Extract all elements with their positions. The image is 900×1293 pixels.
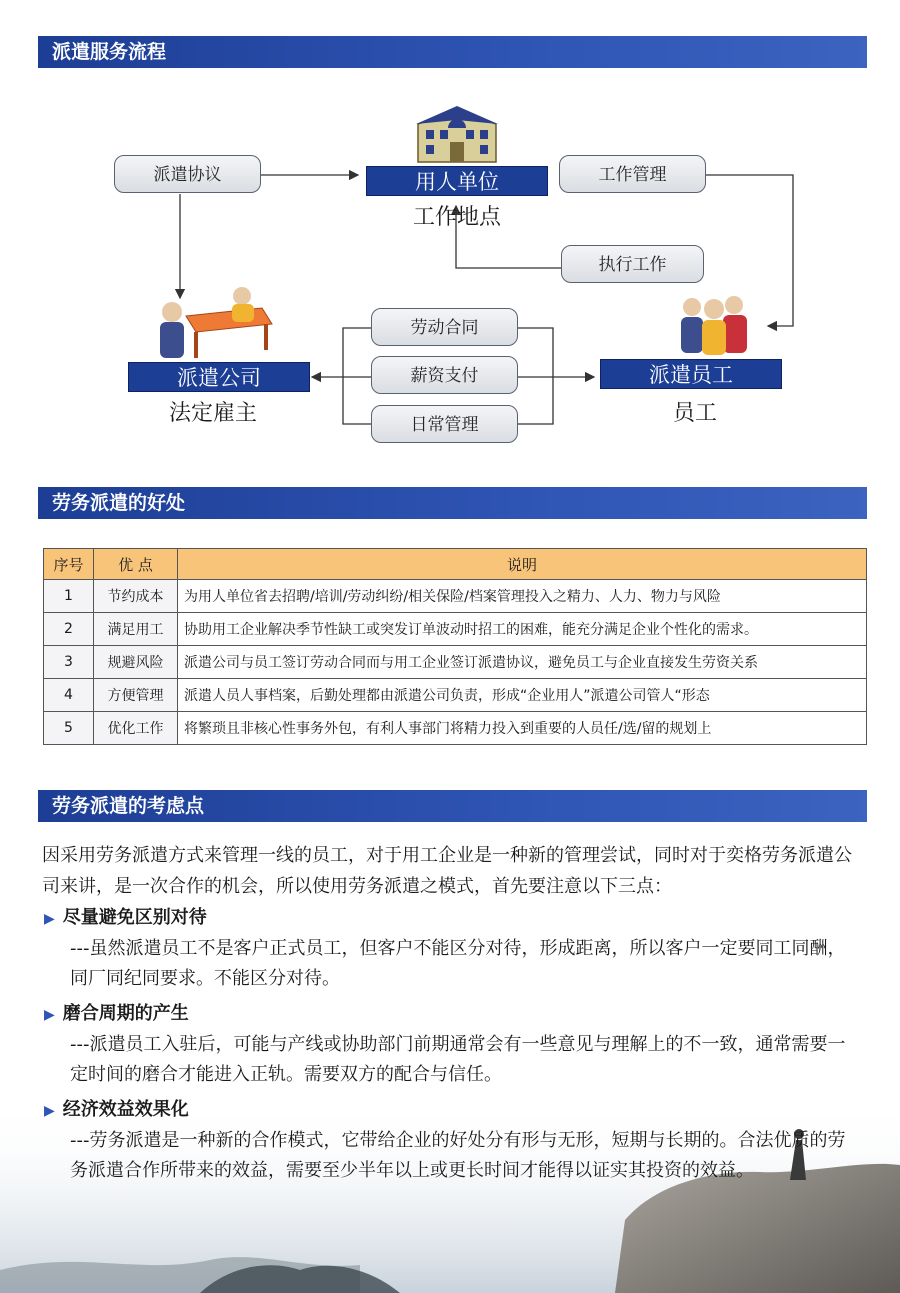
row-advantage: 满足用工 bbox=[94, 613, 178, 646]
row-advantage: 优化工作 bbox=[94, 712, 178, 745]
table-row bbox=[44, 580, 867, 613]
row-description: 为用人单位省去招聘/培训/劳动纠纷/相关保险/档案管理投入之精力、人力、物力与风险 bbox=[178, 580, 867, 613]
bullet-triangle-icon: ▶ bbox=[44, 1007, 55, 1023]
row-description: 协助用工企业解决季节性缺工或突发订单波动时招工的困难，能充分满足企业个性化的需求。 bbox=[178, 613, 867, 646]
node-dispatch-company: 派遣公司 bbox=[128, 362, 310, 392]
point-2-title bbox=[44, 999, 189, 1025]
node-employer-unit: 用人单位 bbox=[366, 166, 548, 196]
node-dispatch-company-sub: 法定雇主 bbox=[168, 401, 257, 426]
row-no: 2 bbox=[44, 613, 94, 646]
header-description: 说明 bbox=[178, 549, 867, 580]
row-advantage: 规避风险 bbox=[94, 646, 178, 679]
point-2-title-text: 磨合周期的产生 bbox=[62, 1003, 189, 1024]
point-3-body: ---劳务派遣是一种新的合作模式，它带给企业的好处分有形与无形，短期与长期的。合法优质的劳务派遣合作所带来的效益，需要至少半年以上或更长时间才能得以证实其投资的效益。 bbox=[70, 1130, 846, 1181]
meeting-table-icon bbox=[150, 286, 280, 362]
node-employer-unit-sub: 工作地点 bbox=[412, 205, 501, 230]
section-title-flow: 派遣服务流程 bbox=[38, 36, 867, 68]
table-header-row bbox=[44, 549, 867, 580]
table-row bbox=[44, 613, 867, 646]
row-no: 4 bbox=[44, 679, 94, 712]
row-description: 派遣公司与员工签订劳动合同而与用工企业签订派遣协议，避免员工与企业直接发生劳资关系 bbox=[178, 646, 867, 679]
bullet-triangle-icon: ▶ bbox=[44, 1103, 55, 1119]
point-3-title-text: 经济效益效果化 bbox=[62, 1099, 189, 1120]
section-title-considerations: 劳务派遣的考虑点 bbox=[38, 790, 867, 822]
pill-dispatch-agreement: 派遣协议 bbox=[114, 155, 261, 193]
pill-execute-work: 执行工作 bbox=[561, 245, 704, 283]
node-dispatch-staff-sub: 员工 bbox=[672, 401, 717, 426]
row-no: 5 bbox=[44, 712, 94, 745]
pill-daily-management: 日常管理 bbox=[371, 405, 518, 443]
pill-salary-payment: 薪资支付 bbox=[371, 356, 518, 394]
point-2-body: ---派遣员工入驻后，可能与产线或协助部门前期通常会有一些意见与理解上的不一致，通常需要一定时间的磨合才能进入正轨。需要双方的配合与信任。 bbox=[70, 1034, 846, 1085]
section-title-benefits: 劳务派遣的好处 bbox=[38, 487, 867, 519]
point-1-title bbox=[44, 903, 207, 929]
people-group-icon bbox=[676, 293, 756, 357]
considerations-intro: 因采用劳务派遣方式来管理一线的员工，对于用工企业是一种新的管理尝试，同时对于奕格劳务派遣公司来讲，是一次合作的机会，所以使用劳务派遣之模式，首先要注意以下三点： bbox=[42, 845, 852, 897]
header-advantage: 优 点 bbox=[94, 549, 178, 580]
row-advantage: 方便管理 bbox=[94, 679, 178, 712]
table-row bbox=[44, 712, 867, 745]
row-description: 派遣人员人事档案，后勤处理都由派遣公司负责，形成“企业用人”派遣公司管人“形态 bbox=[178, 679, 867, 712]
header-no: 序号 bbox=[44, 549, 94, 580]
row-no: 1 bbox=[44, 580, 94, 613]
bullet-triangle-icon: ▶ bbox=[44, 911, 55, 927]
benefits-table bbox=[43, 548, 867, 745]
point-3-title bbox=[44, 1095, 189, 1121]
point-1-body: ---虽然派遣员工不是客户正式员工，但客户不能区分对待，形成距离，所以客户一定要同工同酬，同厂同纪同要求。不能区分对待。 bbox=[70, 938, 846, 989]
pill-labor-contract: 劳动合同 bbox=[371, 308, 518, 346]
row-description: 将繁琐且非核心性事务外包，有利人事部门将精力投入到重要的人员任/选/留的规划上 bbox=[178, 712, 867, 745]
row-advantage: 节约成本 bbox=[94, 580, 178, 613]
node-dispatch-staff: 派遣员工 bbox=[600, 359, 782, 389]
pill-work-management: 工作管理 bbox=[559, 155, 706, 193]
row-no: 3 bbox=[44, 646, 94, 679]
table-row bbox=[44, 646, 867, 679]
point-1-title-text: 尽量避免区别对待 bbox=[62, 907, 207, 928]
building-icon bbox=[412, 100, 502, 166]
table-row bbox=[44, 679, 867, 712]
